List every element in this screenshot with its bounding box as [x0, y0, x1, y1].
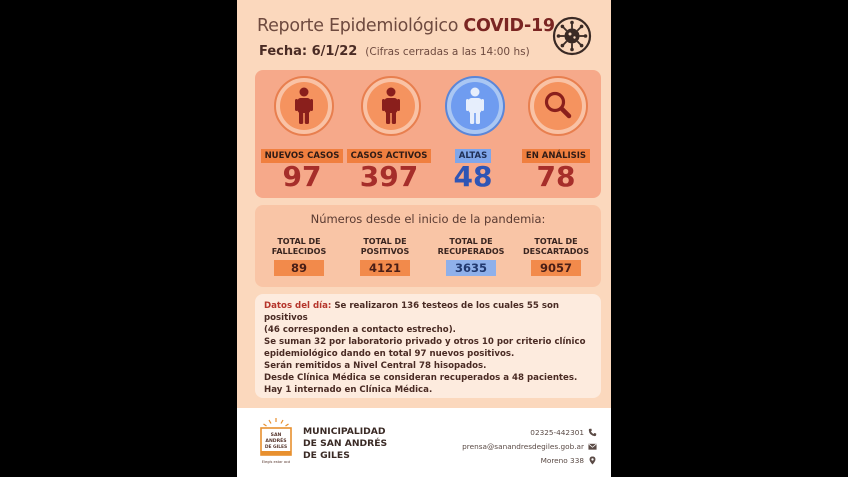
total-positivos: TOTAL DE POSITIVOS 4121 [360, 237, 410, 275]
stat-nuevos-casos [259, 70, 345, 198]
stat-value: 78 [536, 160, 576, 193]
covid-label: COVID-19 [463, 16, 555, 36]
stat-label: ALTAS [455, 149, 491, 163]
total-value: 89 [274, 260, 324, 276]
pandemic-totals-card [255, 205, 601, 287]
svg-text:DE GILES: DE GILES [264, 445, 288, 450]
total-descartados: TOTAL DE DESCARTADOS 9057 [523, 237, 589, 275]
stat-label: CASOS ACTIVOS [347, 149, 432, 163]
daily-details-card [255, 294, 601, 398]
virus-icon [552, 16, 592, 56]
municipality-logo [259, 417, 293, 467]
totals-title: Números desde el inicio de la pandemia: [310, 212, 546, 226]
footer [237, 408, 611, 477]
stat-label: EN ANÁLISIS [522, 149, 590, 163]
svg-text:ANDRÉS: ANDRÉS [265, 439, 287, 444]
contact-phone: 02325-442301 [417, 428, 597, 437]
daily-stats-card [255, 70, 601, 198]
org-name: MUNICIPALIDAD DE SAN ANDRÉS DE GILES [303, 426, 388, 461]
stat-en-analisis [513, 70, 599, 198]
contact-email: prensa@sanandresdegiles.gob.ar [417, 442, 597, 451]
stat-casos-activos [346, 70, 432, 198]
stat-altas [430, 70, 516, 198]
details-heading: Datos del día: [264, 301, 332, 311]
mail-icon [588, 442, 597, 451]
total-value: 3635 [446, 260, 496, 276]
report-date: Fecha: 6/1/22 (Cifras cerradas a las 14:00 hs) [259, 44, 530, 59]
total-fallecidos: TOTAL DE FALLECIDOS 89 [271, 237, 327, 275]
svg-text:SAN: SAN [270, 433, 282, 438]
total-value: 9057 [531, 260, 581, 276]
svg-text:Elegís estar acá: Elegís estar acá [261, 460, 291, 464]
stat-value: 397 [359, 160, 419, 193]
stat-label: NUEVOS CASOS [261, 149, 344, 163]
total-value: 4121 [360, 260, 410, 276]
phone-icon [588, 428, 597, 437]
report-title: Reporte Epidemiológico COVID-19 [257, 16, 555, 36]
report-poster [237, 0, 611, 477]
details-text: Datos del día: Se realizaron 136 testeos de los cuales 55 son positivos (46 corresponden a contacto estrecho). Se suman 32 por laboratorio privado y otros 10 por criterio clínico epidemiológico dando en total 97 nuevos positivos. Serán remitidos a Nivel Central 78 hisopados. Desde Clínica Médica se consideran recuperados a 48 pacientes. Hay 1 internado en Clínica Médica. [264, 301, 586, 395]
person-icon [367, 82, 415, 130]
stat-value: 48 [453, 160, 493, 193]
person-icon [451, 82, 499, 130]
magnifier-icon [534, 82, 582, 130]
total-recuperados: TOTAL DE RECUPERADOS 3635 [437, 237, 505, 275]
location-pin-icon [588, 456, 597, 465]
contact-address: Moreno 338 [417, 456, 597, 465]
person-icon [280, 82, 328, 130]
stat-value: 97 [282, 160, 322, 193]
